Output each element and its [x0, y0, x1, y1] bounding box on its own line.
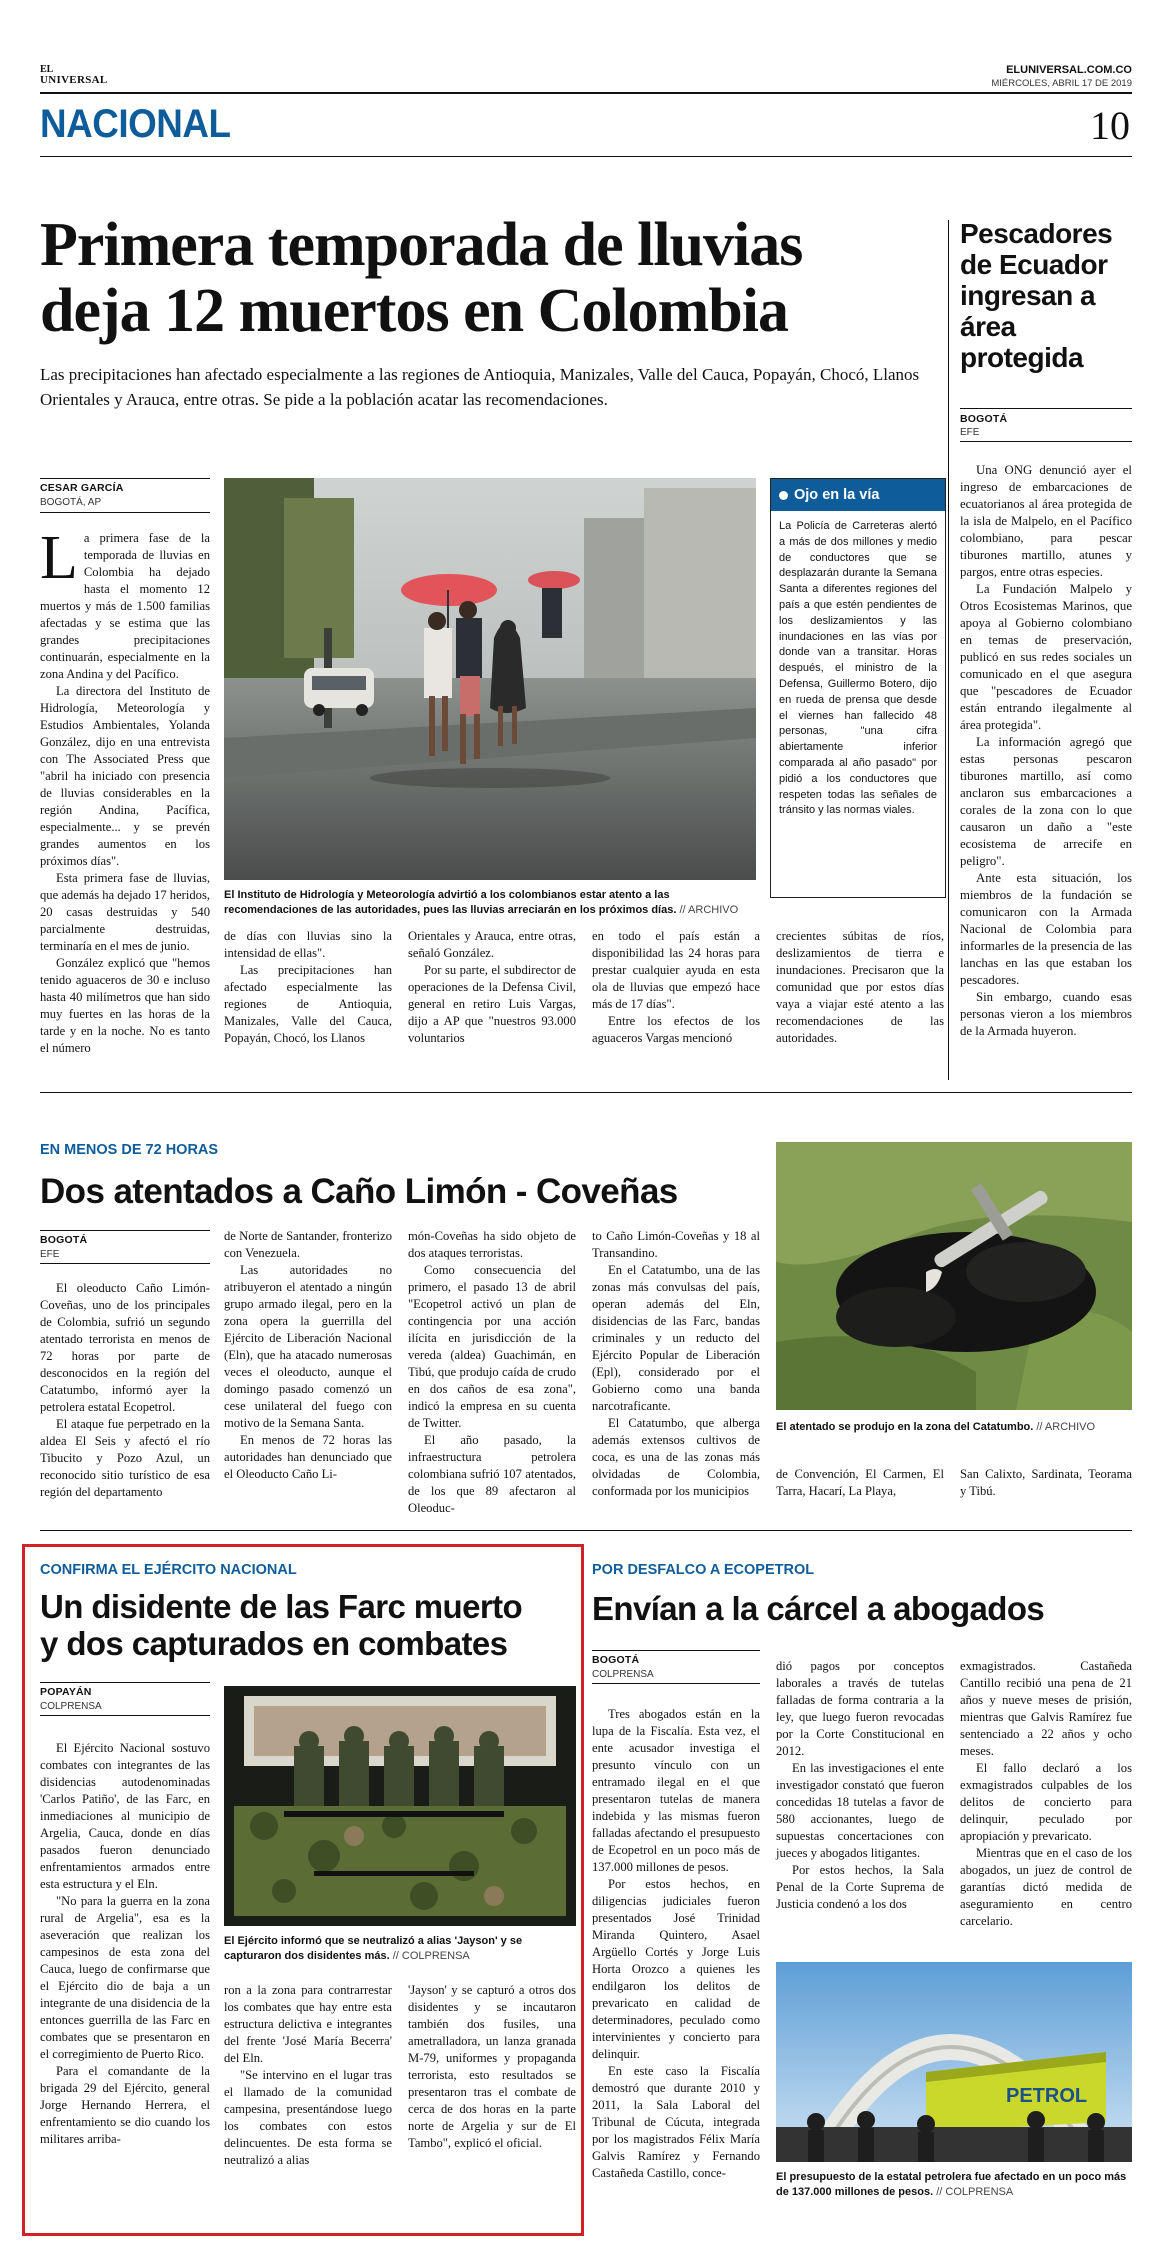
farc-caption-text: El Ejército informó que se neutralizó a alias 'Jayson' y se capturaron dos disidentes más.	[224, 1935, 523, 1962]
lawyers-headline: Envían a la cárcel a abogados	[592, 1590, 1045, 1627]
section-title: NACIONAL	[40, 102, 231, 146]
lawyers-col3-p2: El fallo declaró a los exmagistrados culpables de los delitos de concierto para delinquir, peculado por apropiación y prevaricato.	[960, 1761, 1132, 1843]
lawyers-caption-credit: // COLPRENSA	[936, 2186, 1014, 2198]
side-p5: Sin embargo, cuando esas personas vieron a los miembros de la Armada huyeron.	[960, 990, 1132, 1038]
sidebox	[770, 478, 946, 898]
lawyers-col1	[592, 1706, 760, 2182]
lead-col3	[408, 928, 576, 1047]
attacks-photo	[776, 1142, 1132, 1410]
attacks-col2	[224, 1228, 392, 1483]
farc-col2	[224, 1982, 392, 2169]
farc-col3	[408, 1982, 576, 2152]
divider-2	[40, 1530, 1132, 1531]
lead-headline-line2: deja 12 muertos en Colombia	[40, 277, 788, 345]
attacks-col1-p2: El ataque fue perpetrado en la aldea El Seis y afectó el río Tibucito y Pozo Azul, un reconocido sitio turístico de esa región del departamento	[40, 1417, 210, 1499]
attacks-caption-text: El atentado se produjo en la zona del Catatumbo.	[776, 1421, 1034, 1433]
farc-col2-p1: ron a la zona para contrarrestar los combates que hay entre esta estructura delictiva e integrantes del frente 'José María Becerra' del Eln.	[224, 1983, 392, 2065]
lead-place: BOGOTÁ, AP	[40, 497, 102, 508]
soldiers-photo	[224, 1686, 576, 1926]
attacks-col3-p3: El año pasado, la infraestructura petrolera colombiana sufrió 107 atentados, de los que 89 afectaron al Oleoduc-	[408, 1433, 576, 1515]
farc-col1	[40, 1740, 210, 2148]
lawyers-col3-p3: Mientras que en el caso de los abogados, un juez de control de garantías dictó medida de aseguramiento en centro carcelario.	[960, 1846, 1132, 1928]
attacks-col3-p2: Como consecuencia del primero, el pasado 13 de abril "Ecopetrol activó un plan de contingencia por una acción ilícita en jurisdicción de la vereda (aldea) Guachimán, en Tibú, que produjo caída de crudo en dos caños de esa zona", indicó la empresa en su cuenta de Twitter.	[408, 1263, 576, 1430]
lead-headline	[40, 212, 802, 344]
lawyers-agency: COLPRENSA	[592, 1669, 654, 1680]
divider-1	[40, 1092, 1132, 1093]
lead-col2-p1: de días con lluvias sino la intensidad de ellas".	[224, 929, 392, 960]
attacks-col5	[776, 1466, 944, 1500]
attacks-col1-p1: El oleoducto Caño Limón-Coveñas, uno de los principales de Colombia, sufrió un segundo atentado terrorista en menos de 72 horas por parte de desconocidos en la región del Catatumbo, informó ayer la petrolera estatal Ecopetrol.	[40, 1281, 210, 1414]
issue-date: MIÉRCOLES, ABRIL 17 DE 2019	[991, 78, 1132, 89]
lead-headline-line1: Primera temporada de lluvias	[40, 211, 803, 279]
lead-col2	[224, 928, 392, 1047]
lead-col4	[592, 928, 760, 1047]
lead-photo	[224, 478, 756, 880]
attacks-place: BOGOTÁ	[40, 1234, 88, 1246]
side-headline: Pescadores de Ecuador ingresan a área protegida	[960, 218, 1113, 373]
attacks-col4-p3: El Catatumbo, que alberga además extensos cultivos de coca, es una de las zonas más olvidadas de Colombia, conformada por los municipios	[592, 1416, 760, 1498]
attacks-photo-caption	[776, 1420, 1132, 1435]
attacks-col1	[40, 1280, 210, 1501]
lawyers-place: BOGOTÁ	[592, 1654, 640, 1666]
side-p2: La Fundación Malpelo y Otros Ecosistemas Marinos, que apoya al Gobierno colombiano en temas de preservación, publicó en sus redes sociales un comunicado en el que asegura que "pescadores de Ecuador están entrando ilegalmente al área protegida".	[960, 582, 1132, 732]
lawyers-col3	[960, 1658, 1132, 1930]
farc-byline-rule2	[40, 1715, 210, 1716]
attacks-col3-p1: món-Coveñas ha sido objeto de dos ataques terroristas.	[408, 1229, 576, 1260]
lead-caption-text: El Instituto de Hidrología y Meteorología advirtió a los colombianos estar atento a las recomendaciones de las autoridades, pues las lluvias arreciarán en los próximos días.	[224, 889, 677, 916]
farc-headline-line2: y dos capturados en combates	[40, 1625, 508, 1662]
lead-col3-p2: Por su parte, el subdirector de operaciones de la Defensa Civil, general en retiro Luis Vargas, dijo a AP que "nuestros 93.000 voluntarios	[408, 963, 576, 1045]
lawyers-col2-p3: Por estos hechos, la Sala Penal de la Corte Suprema de Justicia condenó a los dos	[776, 1863, 944, 1911]
lawyers-photo	[776, 1962, 1132, 2162]
lead-col1-p2: La directora del Instituto de Hidrología, Meteorología y Estudios Ambientales, Yolanda González, dijo en una entrevista con The Associated Press que "abril ha iniciado con presencia de lluvias considerables en la región Andina, Pacífica, especialmente... y se prevén grandes aumentos en los próximos días".	[40, 684, 210, 868]
lead-col5-p1: crecientes súbitas de ríos, deslizamientos de tierra e inundaciones. Precisaron que la comunidad que por estos días vaya a viajar esté atento a las recomendaciones de las autoridades.	[776, 929, 944, 1045]
logo-line2: UNIVERSAL	[40, 74, 108, 86]
attacks-caption-credit: // ARCHIVO	[1036, 1421, 1096, 1433]
lead-col3-p1: Orientales y Arauca, entre otras, señaló González.	[408, 929, 576, 960]
lawyers-photo-caption	[776, 2170, 1132, 2200]
side-place: BOGOTÁ	[960, 413, 1008, 425]
farc-photo	[224, 1686, 576, 1926]
rain-street-photo	[224, 478, 756, 880]
sidebox-header	[771, 479, 945, 511]
attacks-col6-p1: San Calixto, Sardinata, Teorama y Tibú.	[960, 1467, 1132, 1498]
lawyers-byline-rule	[592, 1650, 760, 1651]
farc-caption-credit: // COLPRENSA	[392, 1950, 470, 1962]
attacks-col4-p2: En el Catatumbo, una de las zonas más convulsas del país, operan además del Eln, disidencias de las Farc, bandas criminales y un reducto del Ejército Popular de Liberación (Epl), considerado por el Gobierno como una banda narcotraficante.	[592, 1263, 760, 1413]
lead-byline-rule2	[40, 512, 210, 513]
lead-author: CESAR GARCÍA	[40, 482, 124, 494]
farc-agency: COLPRENSA	[40, 1701, 102, 1712]
lawyers-caption-text: El presupuesto de la estatal petrolera fue afectado en un poco más de 137.000 millones de pesos.	[776, 2171, 1127, 2198]
farc-col1-p2: "No para la guerra en la zona rural de Argelia", esa es la aseveración que realizan los campesinos de esta zona del Cauca, luego de confirmarse que el Ejército dio de baja a un integrante de una disidencia de la entonces guerrilla de las Farc en combates que se presentaron en el corregimiento de Puerto Rico.	[40, 1894, 210, 2061]
lead-col4-p2: Entre los efectos de los aguaceros Vargas mencionó	[592, 1014, 760, 1045]
farc-place: POPAYÁN	[40, 1686, 92, 1698]
attacks-col2-p2: Las autoridades no atribuyeron el atentado a ningún grupo armado ilegal, pero en la zona opera la guerrilla del Ejército de Liberación Nacional (Eln), que ha atacado numerosas veces el oleoducto, aunque el domingo pasado comenzó un cese unilateral del fuego con motivo de la Semana Santa.	[224, 1263, 392, 1430]
attacks-col2-p1: de Norte de Santander, fronterizo con Venezuela.	[224, 1229, 392, 1260]
side-vertical-rule	[948, 220, 949, 1080]
lead-col1-p4: González explicó que "hemos tenido aguaceros de 30 e incluso hasta 40 milímetros que han sido muy fuertes en las horas de la tarde y en la noche. No es tanto el número	[40, 956, 210, 1055]
lead-byline-rule	[40, 478, 210, 479]
side-byline-rule2	[960, 441, 1132, 442]
farc-col2-p2: "Se intervino en el lugar tras el llamado de la comunidad campesina, presentándose luego los combates con estos delincuentes. De esta forma se neutralizó a alias	[224, 2068, 392, 2167]
lawyers-col2-p2: En las investigaciones el ente investigador constató que fueron concedidas 18 tutelas a favor de 580 accionantes, luego de supuestas concertaciones con jueces y abogados litigantes.	[776, 1761, 944, 1860]
farc-photo-caption	[224, 1934, 576, 1964]
attacks-byline-rule2	[40, 1263, 210, 1264]
logo-line1: EL	[40, 64, 54, 75]
lead-deck: Las precipitaciones han afectado especialmente a las regiones de Antioquia, Manizales, Valle del Cauca, Popayán, Chocó, Llanos Orientales y Arauca, entre otras. Se pide a la población acatar las recomendaciones.	[40, 365, 920, 409]
farc-col1-p1: El Ejército Nacional sostuvo combates con integrantes de las disidencias autodenominadas 'Carlos Patiño', de las Farc, en inmediaciones al municipio de Argelia, Cauca, donde en días pasados fueron denunciado enfrentamientos armados entre esta estructura y el Eln.	[40, 1741, 210, 1891]
lawyers-byline-rule2	[592, 1683, 760, 1684]
attacks-col5-p1: de Convención, El Carmen, El Tarra, Hacarí, La Playa,	[776, 1467, 944, 1498]
sidebox-title: Ojo en la vía	[794, 487, 880, 503]
attacks-col6	[960, 1466, 1132, 1500]
side-byline-rule	[960, 408, 1132, 409]
lead-caption-credit: // ARCHIVO	[679, 904, 739, 916]
sidebox-text: La Policía de Carreteras alertó a más de dos millones y medio de conductores que se desplazarán durante la Semana Santa a diferentes regiones del país a que estén pendientes de los deslizamientos y las inundaciones en las vías por donde van a transitar. Horas después, el ministro de la Defensa, Guillermo Botero, dijo en rueda de prensa que desde el viernes han fallecido 48 personas, "una cifra abiertamente inferior comparada al año pasado" por pidió a los conductores que respeten todas las señales de tránsito y las normas viales.	[779, 520, 937, 817]
attacks-agency: EFE	[40, 1249, 60, 1260]
farc-byline-rule	[40, 1682, 210, 1683]
page-number: 10	[1090, 103, 1130, 148]
lead-col1	[40, 524, 210, 1057]
attacks-col2-p3: En menos de 72 horas las autoridades han denunciado que el Oleoducto Caño Li-	[224, 1433, 392, 1481]
lead-col5	[776, 928, 944, 1047]
bullet-icon	[779, 491, 788, 500]
lead-col1-p3: Esta primera fase de lluvias, que además ha dejado 17 heridos, 20 casas destruidas y 540 parcialmente destruidas, terminaría en el mes de junio.	[40, 871, 210, 953]
lawyers-col2	[776, 1658, 944, 1913]
farc-headline	[40, 1588, 522, 1662]
lead-col2-p2: Las precipitaciones han afectado especialmente las regiones de Antioquia, Manizales, Valle del Cauca, Popayán, Chocó, los Llanos	[224, 963, 392, 1045]
oil-spill-photo	[776, 1142, 1132, 1410]
lead-dropcap: L	[40, 524, 78, 592]
lawyers-col2-p1: dió pagos por conceptos laborales a través de tutelas falladas de forma contraria a la ley, que luego fueron revocadas por la Corte Constitucional en 2012.	[776, 1659, 944, 1758]
lawyers-col3-p1: exmagistrados. Castañeda Cantillo recibió una pena de 21 años y nueve meses de prisión, mientras que Galvis Ramírez fue sentenciado a 22 años y ocho meses.	[960, 1659, 1132, 1758]
side-p1: Una ONG denunció ayer el ingreso de embarcaciones de ecuatorianos al área protegida de la isla de Malpelo, en el Pacífico colombiano, para pescar tiburones martillo, atunes y pargos, entre otras especies.	[960, 463, 1132, 579]
side-agency: EFE	[960, 427, 980, 438]
ecopetrol-sign-text: PETROL	[1006, 2085, 1088, 2107]
masthead-rule	[40, 92, 1132, 94]
ecopetrol-photo	[776, 1962, 1132, 2162]
side-p4: Ante esta situación, los miembros de la fundación se comunicaron con la Armada Nacional de Colombia para informarles de la presencia de las lanchas en las que estaban los pescadores.	[960, 871, 1132, 987]
attacks-col3	[408, 1228, 576, 1517]
farc-kicker: CONFIRMA EL EJÉRCITO NACIONAL	[40, 1562, 297, 1578]
farc-headline-line1: Un disidente de las Farc muerto	[40, 1588, 523, 1625]
attacks-byline-rule	[40, 1230, 210, 1231]
lead-col1-p1: a primera fase de la temporada de lluvias en Colombia ha dejado hasta el momento 12 muertos y más de 1.500 familias afectadas y se estima que las grandes precipitaciones continuarán, especialmente en la zona Andina y del Pacífico.	[40, 531, 210, 681]
section-rule	[40, 156, 1132, 157]
farc-col1-p3: Para el comandante de la brigada 29 del Ejército, general Jorge Hernando Herrera, el enfrentamiento se dio cuando los militares arriba-	[40, 2064, 210, 2146]
lawyers-kicker: POR DESFALCO A ECOPETROL	[592, 1562, 815, 1578]
attacks-col4-p1: to Caño Limón-Coveñas y 18 al Transandino.	[592, 1229, 760, 1260]
attacks-col4	[592, 1228, 760, 1500]
farc-col3-p1: 'Jayson' y se capturó a otros dos disidentes y se incautaron también dos fusiles, una ametralladora, un lanza granada M-79, uniformes y propaganda terrorista, esto resultados se presentaron tras el combate de cerca de dos horas en la parte norte de Argelia y sur de El Tambo", explicó el oficial.	[408, 1983, 576, 2150]
lawyers-col1-p3: En este caso la Fiscalía demostró que durante 2010 y 2011, la Sala Laboral del Tribunal de Cúcuta, integrada por los magistrados Félix María Galvis Ramírez y Fernando Castañeda Castillo, conce-	[592, 2064, 760, 2180]
lead-col4-p1: en todo el país están a disponibilidad las 24 horas para prestar cualquier ayuda en esta ola de lluvias que empezó hace más de 17 días".	[592, 929, 760, 1011]
lead-photo-caption	[224, 888, 756, 918]
side-p3: La información agregó que estas personas pescaron tiburones martillo, así como anclaron sus embarcaciones a corales de la zona con lo que causaron un daño a "este ecosistema de arrecife en peligro".	[960, 735, 1132, 868]
attacks-kicker: EN MENOS DE 72 HORAS	[40, 1142, 219, 1158]
lawyers-col1-p1: Tres abogados están en la lupa de la Fiscalía. Esta vez, el ente acusador investiga el presunto vínculo con un entramado ilegal en el que presentaron tutelas de manera indebida y las mismas fueron falladas afectando el presupuesto de Ecopetrol en un poco más de 137.000 millones de pesos.	[592, 1707, 760, 1874]
site-url: ELUNIVERSAL.COM.CO	[1006, 64, 1132, 76]
side-body	[960, 462, 1132, 1040]
masthead-logo	[40, 64, 108, 86]
lawyers-col1-p2: Por estos hechos, en diligencias judiciales fueron presentados José Trinidad Miranda Quintero, Asael Argüello Cortés y Jorge Luis Horta Orozco a quienes les endilgaron los delitos de prevaricato en calidad de determinadores, peculado como intervinientes y concierto para delinquir.	[592, 1877, 760, 2061]
attacks-headline: Dos atentados a Caño Limón - Coveñas	[40, 1172, 678, 1211]
